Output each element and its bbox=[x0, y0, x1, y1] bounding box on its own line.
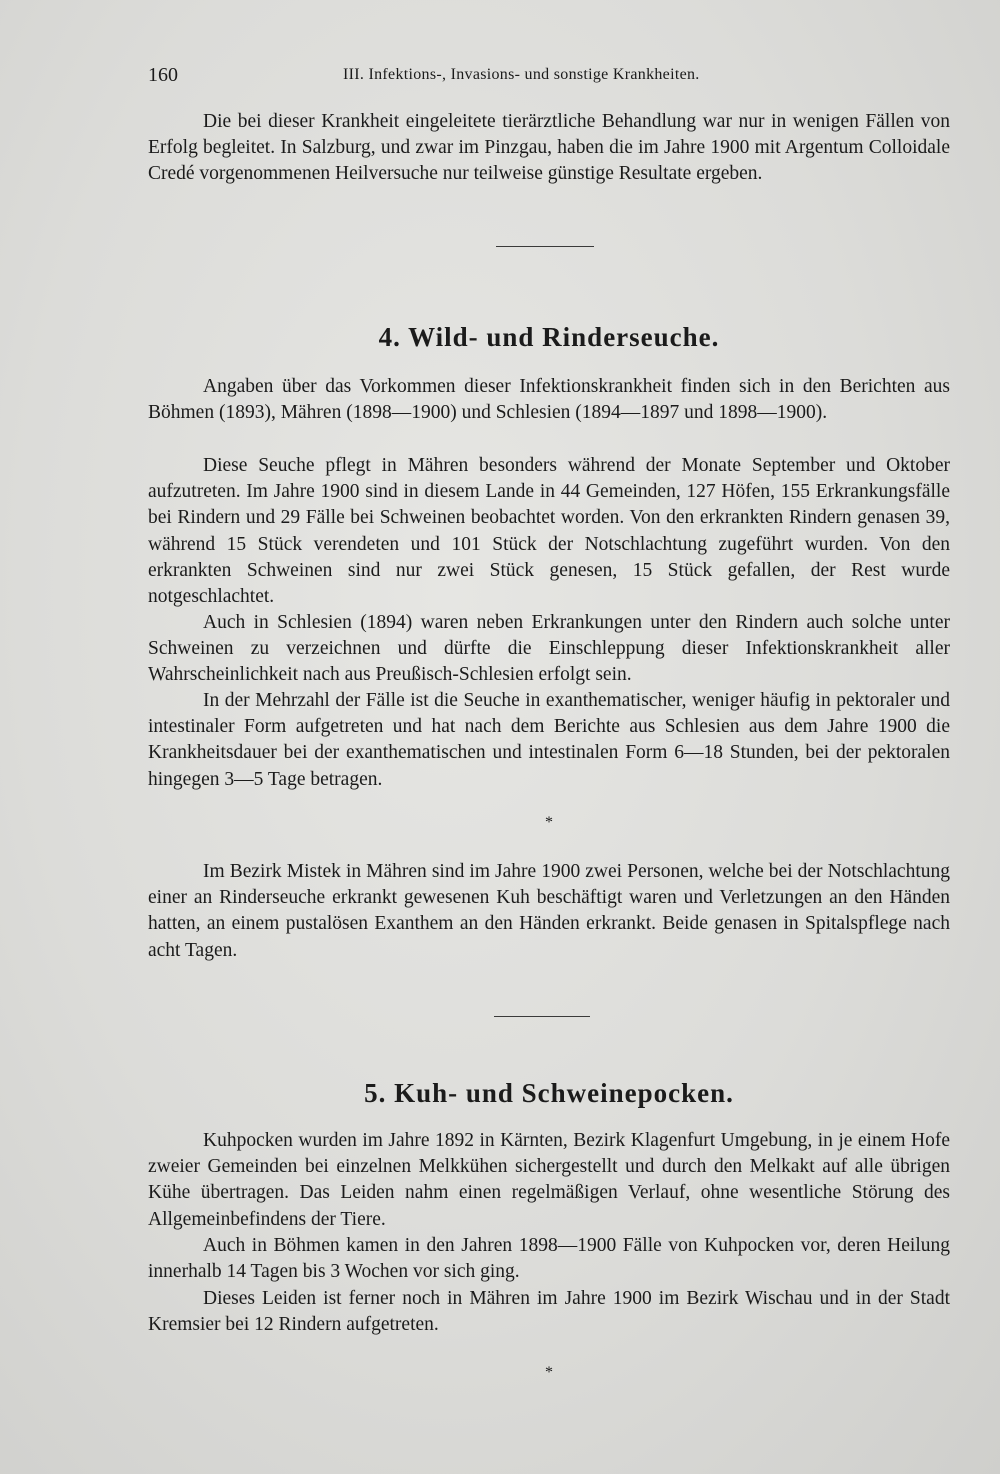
page-header bbox=[148, 64, 950, 88]
asterisk-separator: * bbox=[545, 814, 553, 831]
page-number: 160 bbox=[148, 64, 178, 86]
section-4-title: 4. Wild- und Rinderseuche. bbox=[378, 322, 720, 352]
intro-paragraph: Die bei dieser Krankheit eingeleitete tierärztliche Behandlung war nur in wenigen Fällen von Erfolg begleitet. In Salzburg, und zwar im Pinzgau, haben die im Jahre 1900 mit Argentum Colloidale Credé vorgenommenen Heilversuche nur teilweise günstige Resultate ergeben. bbox=[148, 111, 950, 185]
section-5-paragraph-2: Auch in Böhmen kamen in den Jahren 1898—1900 Fälle von Kuhpocken vor, deren Heilung innerhalb 14 Tagen bis 3 Wochen vor sich ging. bbox=[148, 1235, 950, 1283]
section-5-paragraph-1: Kuhpocken wurden im Jahre 1892 in Kärnten, Bezirk Klagenfurt Umgebung, in je einem Hofe zweier Gemeinden bei einzelnen Melkkühen sichergestellt und durch den Melkakt auf alle übrigen Kühe übertragen. Das Leiden nahm einen regelmäßigen Verlauf, ohne wesentliche Störung des Allgemeinbefindens der Tiere. bbox=[148, 1130, 950, 1230]
asterisk-separator: * bbox=[545, 1364, 553, 1381]
section-4-paragraph-4: In der Mehrzahl der Fälle ist die Seuche in exanthematischer, weniger häufig in pektoraler und intestinaler Form aufgetreten und hat nach dem Berichte aus Schlesien aus dem Jahre 1900 die Krankheitsdauer bei der exanthematischen und intestinalen Form 6—18 Stunden, bei der pektoralen hingegen 3—5 Tage betragen. bbox=[148, 690, 950, 790]
section-5-paragraph-3: Dieses Leiden ist ferner noch in Mähren im Jahre 1900 im Bezirk Wischau und in der Stadt Kremsier bei 12 Rindern aufgetreten. bbox=[148, 1288, 950, 1336]
section-4-paragraph-2: Diese Seuche pflegt in Mähren besonders während der Monate September und Oktober aufzutreten. Im Jahre 1900 sind in diesem Lande in 44 Gemeinden, 127 Höfen, 155 Erkrankungsfälle bei Rindern und 29 Fälle bei Schweinen beobachtet worden. Von den erkrankten Rindern genasen 39, während 15 Stück verendeten und 101 Stück der Notschlachtung zugeführt wurden. Von den erkrankten Schweinen sind nur zwei Stück genesen, 15 Stück gefallen, der Rest wurde notgeschlachtet. bbox=[148, 455, 950, 608]
section-4-paragraph-1: Angaben über das Vorkommen dieser Infektionskrankheit finden sich in den Berichten aus Böhmen (1893), Mähren (1898—1900) und Schlesien (1894—1897 und 1898—1900). bbox=[148, 376, 950, 424]
section-divider bbox=[494, 1016, 590, 1017]
running-head: III. Infektions-, Invasions- und sonstige Krankheiten. bbox=[343, 66, 700, 83]
section-divider bbox=[496, 246, 594, 247]
section-5-title: 5. Kuh- und Schweinepocken. bbox=[364, 1078, 734, 1108]
section-4-paragraph-3: Auch in Schlesien (1894) waren neben Erkrankungen unter den Rindern auch solche unter Schweinen zu verzeichnen und dürfte die Einschleppung dieser Infektionskrankheit aller Wahrscheinlichkeit nach aus Preußisch-Schlesien erfolgt sein. bbox=[148, 612, 950, 686]
section-4-note: Im Bezirk Mistek in Mähren sind im Jahre 1900 zwei Personen, welche bei der Notschlachtung einer an Rinderseuche erkrankt gewesenen Kuh beschäftigt waren und Verletzungen an den Händen hatten, an einem pustalösen Exanthem an den Händen erkrankt. Beide genasen in Spitalspflege nach acht Tagen. bbox=[148, 861, 950, 961]
